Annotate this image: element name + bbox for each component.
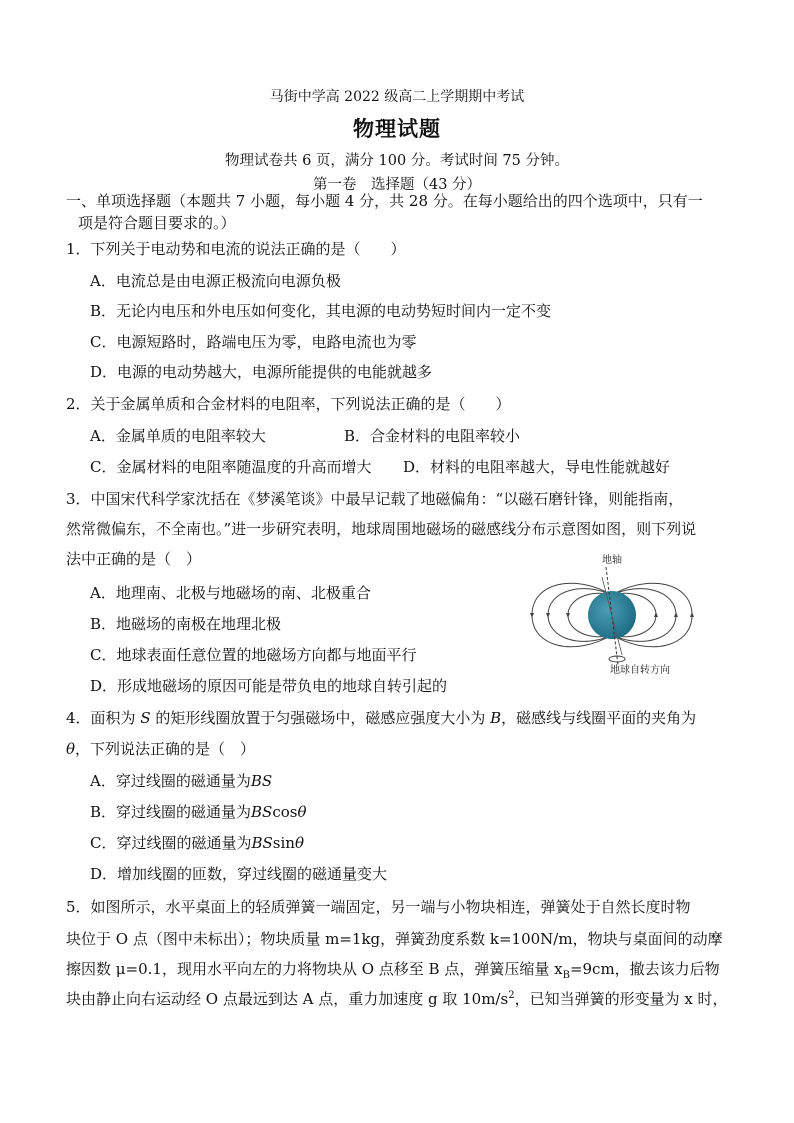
earth-magnetic-field-figure <box>524 553 700 677</box>
rotation-label: 地球自转方向 <box>610 665 670 676</box>
q1-option-d: D．电源的电动势越大，电源所能提供的电能就越多 <box>90 363 433 381</box>
q5-stem-line2: 块位于 O 点（图中未标出）；物块质量 m=1kg，弹簧劲度系数 k=100N/m，物块与桌面间的动摩 <box>66 930 723 948</box>
q3-option-a: A．地理南、北极与地磁场的南、北极重合 <box>90 584 371 602</box>
symbol-theta: θ <box>66 740 76 758</box>
q4-text: 4．面积为 <box>66 709 141 727</box>
q2-stem: 2．关于金属单质和合金材料的电阻率，下列说法正确的是（ ） <box>66 395 511 413</box>
q3-stem-line2: 然常微偏东，不全南也。”进一步研究表明，地球周围地磁场的磁感线分布示意图如图，则下列说 <box>66 520 697 538</box>
q4-text: ，下列说法正确的是（ ） <box>75 740 256 758</box>
q5-text: =9cm，撤去该力后物 <box>569 960 720 978</box>
superscript-2: 2 <box>508 990 515 1001</box>
formula-bs: BS <box>251 834 273 852</box>
q3-stem-line3: 法中正确的是（ ） <box>66 550 202 568</box>
q4-option-b <box>90 801 307 822</box>
q3-stem-line1: 3．中国宋代科学家沈括在《梦溪笔谈》中最早记载了地磁偏角：“以磁石磨针锋，则能指南， <box>66 490 684 508</box>
q4-text: 的矩形线圈放置于匀强磁场中，磁感应强度大小为 <box>150 709 491 727</box>
q4-option-c <box>90 832 304 853</box>
section-instructions-line2: 项是符合题目要求的。） <box>78 214 236 232</box>
q5-stem-line3 <box>66 958 720 981</box>
q1-option-a: A．电流总是由电源正极流向电源负极 <box>90 272 341 290</box>
formula-sin: sin <box>272 834 295 852</box>
exam-info: 物理试卷共 6 页，满分 100 分。考试时间 75 分钟。 <box>224 153 569 169</box>
q5-stem-line4 <box>66 988 728 1009</box>
q4-text: ，磁感线与线圈平面的夹角为 <box>501 709 697 727</box>
formula-cos: cos <box>272 803 298 821</box>
q1-stem: 1．下列关于电动势和电流的说法正确的是（ ） <box>66 240 406 258</box>
symbol-s: S <box>140 709 151 727</box>
q2-option-b: B．合金材料的电阻率较小 <box>344 427 521 445</box>
q3-option-c: C．地球表面任意位置的地磁场方向都与地面平行 <box>90 646 417 664</box>
page-title: 物理试题 <box>353 116 441 141</box>
q5-text: 块由静止向右运动经 O 点最远到达 A 点，重力加速度 g 取 10m/s <box>66 990 509 1008</box>
symbol-theta: θ <box>294 834 304 852</box>
subscript-b: B <box>562 970 570 981</box>
symbol-b: B <box>490 709 502 727</box>
q3-option-d: D．形成地磁场的原因可能是带负电的地球自转引起的 <box>90 677 448 695</box>
q2-option-d: D．材料的电阻率越大，导电性能就越好 <box>403 458 671 476</box>
q4-option-text: C．穿过线圈的磁通量为 <box>90 834 252 852</box>
q5-text: ，已知当弹簧的形变量为 x 时， <box>514 990 728 1008</box>
section-instructions-line1: 一、单项选择题（本题共 7 小题，每小题 4 分，共 28 分。在每小题给出的四个选项中，只有一 <box>66 192 703 210</box>
part-heading: 第一卷 选择题（43 分） <box>312 177 482 193</box>
formula-bs: BS <box>251 803 273 821</box>
q4-option-text: B．穿过线圈的磁通量为 <box>90 803 252 821</box>
formula-bs: BS <box>250 772 273 790</box>
q4-stem-line2 <box>66 738 255 759</box>
axis-label: 地轴 <box>602 555 622 566</box>
symbol-theta: θ <box>297 803 307 821</box>
q4-stem-line1 <box>66 707 696 728</box>
q1-option-b: B．无论内电压和外电压如何变化，其电源的电动势短时间内一定不变 <box>90 302 552 320</box>
q4-option-text: A．穿过线圈的磁通量为 <box>90 772 251 790</box>
q2-option-c: C．金属材料的电阻率随温度的升高而增大 <box>90 458 372 476</box>
q4-option-d: D．增加线圈的匝数，穿过线圈的磁通量变大 <box>90 865 388 883</box>
q1-option-c: C．电源短路时，路端电压为零，电路电流也为零 <box>90 333 417 351</box>
q2-option-a: A．金属单质的电阻率较大 <box>90 427 266 445</box>
q4-option-a <box>90 770 272 791</box>
q5-stem-line1: 5．如图所示，水平桌面上的轻质弹簧一端固定，另一端与小物块相连，弹簧处于自然长度时物 <box>66 898 691 916</box>
exam-school-line: 马街中学高 2022 级高二上学期期中考试 <box>269 89 525 105</box>
q5-text: 擦因数 μ=0.1，现用水平向左的力将物块从 O 点移至 B 点，弹簧压缩量 x <box>66 960 563 978</box>
q3-option-b: B．地磁场的南极在地理北极 <box>90 615 282 633</box>
